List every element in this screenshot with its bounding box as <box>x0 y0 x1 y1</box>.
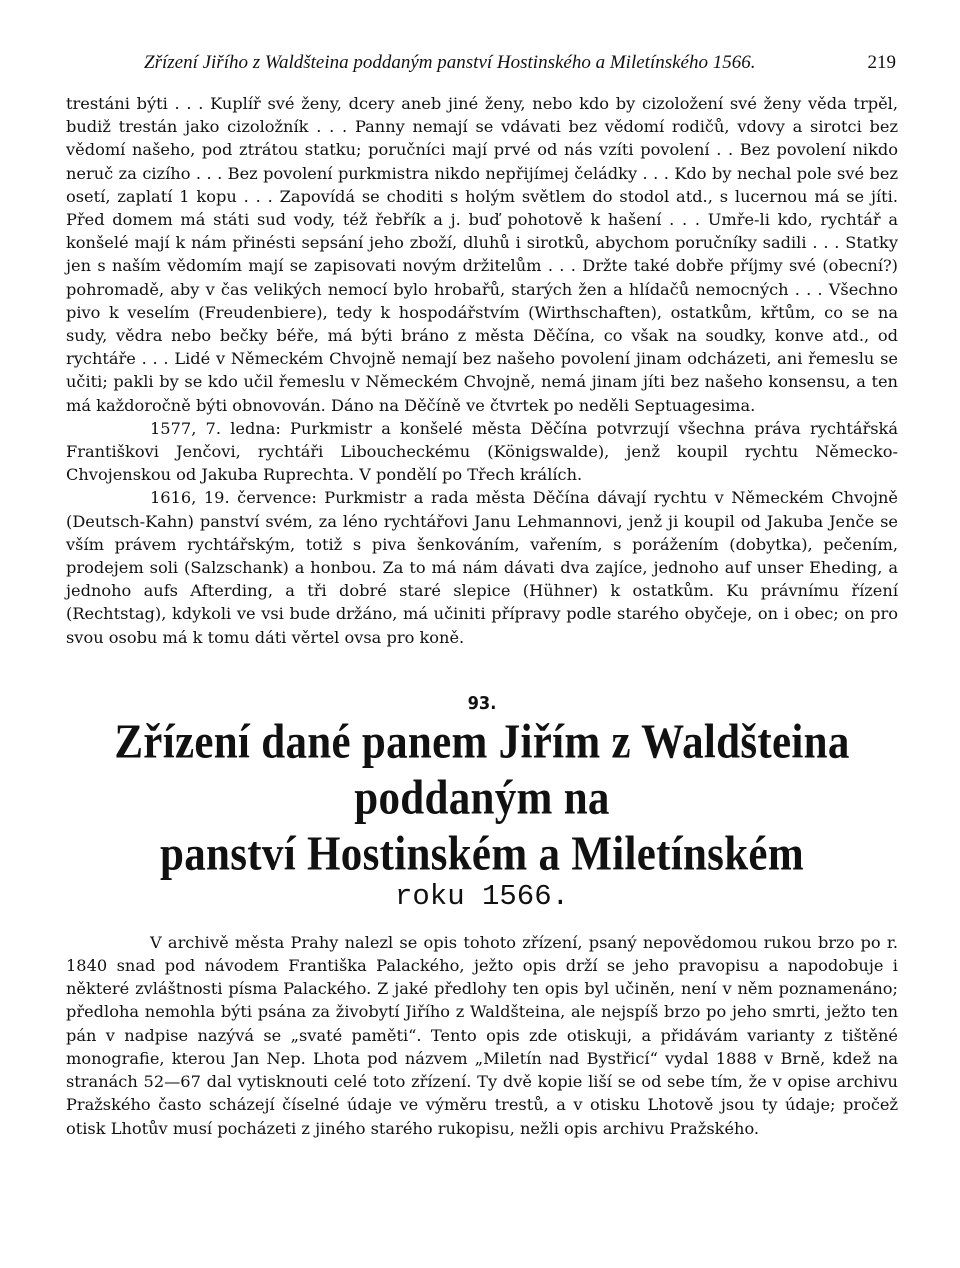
section-number: 93. <box>467 692 497 714</box>
section-title-line-1: Zřízení dané panem Jiřím z Waldšteina poddaným na <box>114 715 850 825</box>
paragraph-1577: 1577, 7. ledna: Purkmistr a konšelé města Děčína potvrzují všechna práva rychtářská Františkovi Jenčovi, rychtáři Liboucheckému (Königswalde), jenž koupil rychtu Německo-Chvojenskou od Jakuba Ruprechta. V pondělí po Třech králích. <box>66 418 898 485</box>
section-intro <box>66 931 898 1140</box>
intro-paragraph: V archivě města Prahy nalezl se opis tohoto zřízení, psaný nepovědomou rukou brzo po r. 1840 snad pod návodem Františka Palackého, ježto opis drží se jeho pravopisu a napodobuje i některé zvláštnosti písma Palackého. Z jaké předlohy ten opis byl učiněn, není v něm poznamenáno; předloha nemohla býti psána za živobytí Jiřího z Waldšteina, ale nejspíš brzo po jeho smrti, ježto ten pán v nadpise nazývá se „svaté paměti“. Tento opis zde otiskuji, a přidávám varianty z tištěné monografie, kterou Jan Nep. Lhota pod názvem „Miletín nad Bystřicí“ vydal 1888 v Brně, kdež na stranách 52—67 dal vytisknouti celé toto zřízení. Ty dvě kopie liší se od sebe tím, že v opise archivu Pražského často scházejí číselné údaje ve výměru trestů, a v otisku Lhotově jsou ty údaje; pročež otisk Lhotův musí pocházeti z jiného starého rukopisu, nežli opis archivu Pražského. <box>66 932 898 1138</box>
section-year: roku 1566. <box>394 879 570 913</box>
page-number: 219 <box>867 52 896 73</box>
running-header <box>66 44 898 74</box>
paragraph-continuation: trestáni býti . . . Kuplíř své ženy, dcery aneb jiné ženy, nebo kdo by cizoložení své ženy věda trpěl, budiž trestán jako cizoložník . . . Panny nemají se vdávati bez vědomí rodičů, vdovy a sirotci bez vědomí našeho, pod ztrátou statku; poručníci mají prvé od nás vzíti povolení . . Bez povolení nikdo neruč za cizího . . . Bez povolení purkmistra nikdo nepřijímej čeládky . . . Kdo by nechal pole své bez osetí, zaplatí 1 kopu . . . Zapovídá se choditi s holým světlem do stodol atd., s lucernou má se jíti. Před domem má státi sud vody, též řebřík a j. buď pohotově k hašení . . . Umře-li kdo, rychtář a konšelé mají k nám přinésti sepsání jeho zboží, dluhů i sirotků, abychom poručníky sadili . . . Statky jen s naším vědomím mají se zapisovati novým držitelům . . . Držte také dobře příjmy své (obecní?) pohromadě, aby v čas velikých nemocí bylo hrobařů, starých žen a hlídačů nemocných . . . Všechno pivo k veselím (Freudenbiere), tedy k hospodářstvím (Wirthschaften), ostatkům, křtům, co se na sudy, vědra nebo bečky béře, má býti bráno z města Děčína, co však na soudky, konve atd., od rychtáře . . . Lidé v Německém Chvojně nemají bez našeho povolení jinam odcházeti, ani řemeslu se učiti; pakli by se kdo učil řemeslu v Německém Chvojně, nemá jinam jíti bez našeho konsensu, a ten má každoročně býti obnovován. Dáno na Děčíně ve čtvrtek po neděli Septuagesima. <box>66 94 898 415</box>
section-title-line-2: panství Hostinském a Miletínském <box>160 827 804 881</box>
section-title <box>66 715 898 883</box>
paragraph-1616: 1616, 19. července: Purkmistr a rada města Děčína dávají rychtu v Německém Chvojně (Deutsch-Kahn) panství svém, za léno rychtářovi Janu Lehmannovi, jenž ji koupil od Jakuba Jenče se vším právem rychtářským, totiž s piva šenkováním, vařením, s porážením (dobytka), pečením, prodejem soli (Salzschank) a honbou. Za to má nám dávati dva zajíce, jednoho auf unser Eheding, a jednoho aufs Afterding, a tři dobré staré slepice (Hühner) k ostatkům. Ku právnímu řízení (Rechtstag), kdykoli ve vsi bude držáno, má učiniti přípravy podle starého obyčeje, on i obec; on pro svou osobu má k tomu dáti věrtel ovsa pro koně. <box>66 488 898 647</box>
body-text <box>66 92 898 649</box>
running-title: Zřízení Jiřího z Waldšteina poddaným panství Hostinského a Miletínského 1566. <box>144 52 756 73</box>
